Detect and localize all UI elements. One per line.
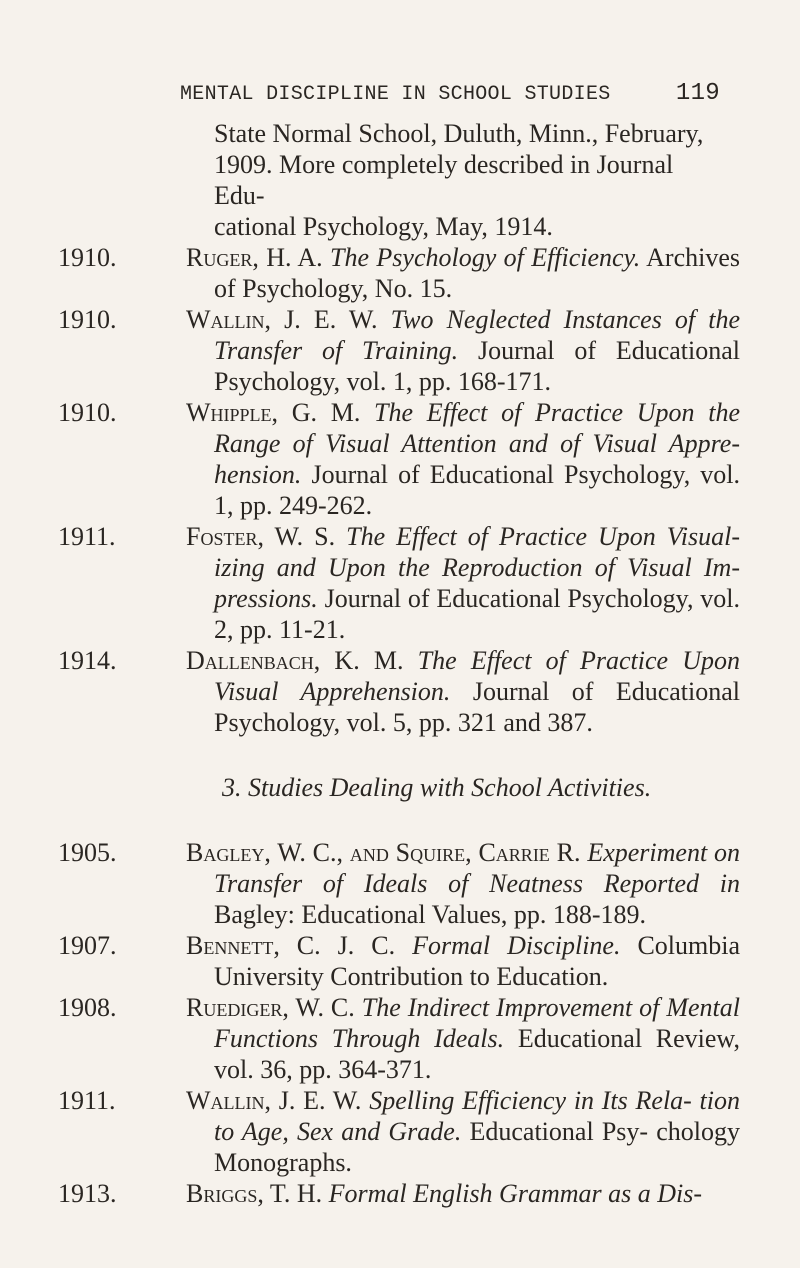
continuation-line: 1909. More completely described in Journal Edu- [214,150,674,210]
continuation-paragraph [214,118,714,242]
entry-source: Educational Psy- chology Monographs. [214,1117,740,1177]
section-heading: 3. Studies Dealing with School Activities. [222,773,652,802]
entry-year: 1907. [58,931,117,960]
entry-year: 1910. [58,305,117,334]
entry-source: Journal of Educational Psychology, vol. 1, pp. 249-262. [214,460,741,520]
page-number: 119 [675,80,720,107]
entry-author: Dallenbach, K. M. [186,646,404,675]
running-header [180,80,720,107]
bibliography-entry [0,645,800,738]
entry-source: Bagley: Educational Values, pp. 188-189. [214,900,647,929]
entry-year: 1911. [58,522,116,551]
entry-body [186,992,740,1085]
bibliography-entry [0,242,800,304]
entry-year: 1911. [58,1086,116,1115]
entry-title: Formal English Grammar as a Dis- [328,1179,703,1208]
entry-body [186,837,740,930]
entry-source: Educational Review, vol. 36, pp. 364-371. [214,1024,741,1084]
entry-title: The Psychology of Efficiency. [330,243,641,272]
entry-title: The Indirect Improvement of Mental Functions Through Ideals. [214,993,741,1053]
entry-title: Spelling Efficiency in Its Rela- tion to Age, Sex and Grade. [214,1086,741,1146]
running-title: MENTAL DISCIPLINE IN SCHOOL STUDIES [180,83,611,106]
entry-body [186,242,740,304]
entry-author: Briggs, T. H. [186,1179,323,1208]
bibliography [0,118,800,1209]
entry-title: Formal Discipline. [412,931,621,960]
entry-year: 1913. [58,1179,117,1208]
entry-body [186,1178,740,1209]
entry-source: Archives of Psychology, No. 15. [214,243,740,303]
entry-author: Wallin, J. E. W. [186,1086,362,1115]
continuation-line: State Normal School, Duluth, Minn., February, [214,119,704,148]
entry-title: Experiment on Transfer of Ideals of Neatness Reported in [214,838,741,898]
entry-title: The Effect of Practice Upon the Range of Visual Attention and of Visual Appre- hension. [214,398,740,489]
entry-source: Columbia University Contribution to Education. [214,931,741,991]
entry-title: The Effect of Practice Upon Visual- izing and Upon the Reproduction of Visual Im- pressions. [214,522,740,613]
bibliography-entry [0,1178,800,1209]
entry-body [186,1085,740,1178]
entry-year: 1908. [58,993,117,1022]
entry-source: Journal of Educational Psychology, vol. 5, pp. 321 and 387. [214,677,741,737]
bibliography-entry [0,397,800,521]
entry-author: Foster, W. S. [186,522,336,551]
entry-title: Two Neglected Instances of the Transfer of Training. [214,305,740,365]
entries-transfer-perception [0,242,800,738]
entry-author: Whipple, G. M. [186,398,361,427]
entry-year: 1910. [58,398,117,427]
continuation-line: cational Psychology, May, 1914. [214,212,553,241]
bibliography-entry [0,304,800,397]
entry-body [186,930,740,992]
entry-body [186,645,740,738]
entry-source: Journal of Educational Psychology, vol. 2, pp. 11-21. [214,584,741,644]
entry-author: Ruediger, W. C. [186,993,355,1022]
bibliography-entry [0,1085,800,1178]
entry-author: Bennett, C. J. C. [186,931,396,960]
entry-body [186,397,740,521]
entry-author: Wallin, J. E. W. [186,305,378,334]
entry-year: 1914. [58,646,117,675]
entry-source: Journal of Educational Psychology, vol. 1, pp. 168-171. [214,336,741,396]
bibliography-entry [0,837,800,930]
entry-title: The Effect of Practice Upon Visual Apprehension. [214,646,741,706]
entry-year: 1905. [58,838,117,867]
entry-body [186,521,740,645]
entry-year: 1910. [58,243,117,272]
entry-author: Bagley, W. C., and Squire, Carrie R. [186,838,581,867]
entry-body [186,304,740,397]
bibliography-entry [0,992,800,1085]
bibliography-entry [0,521,800,645]
entries-school-activities [0,837,800,1209]
bibliography-entry [0,930,800,992]
entry-author: Ruger, H. A. [186,243,323,272]
